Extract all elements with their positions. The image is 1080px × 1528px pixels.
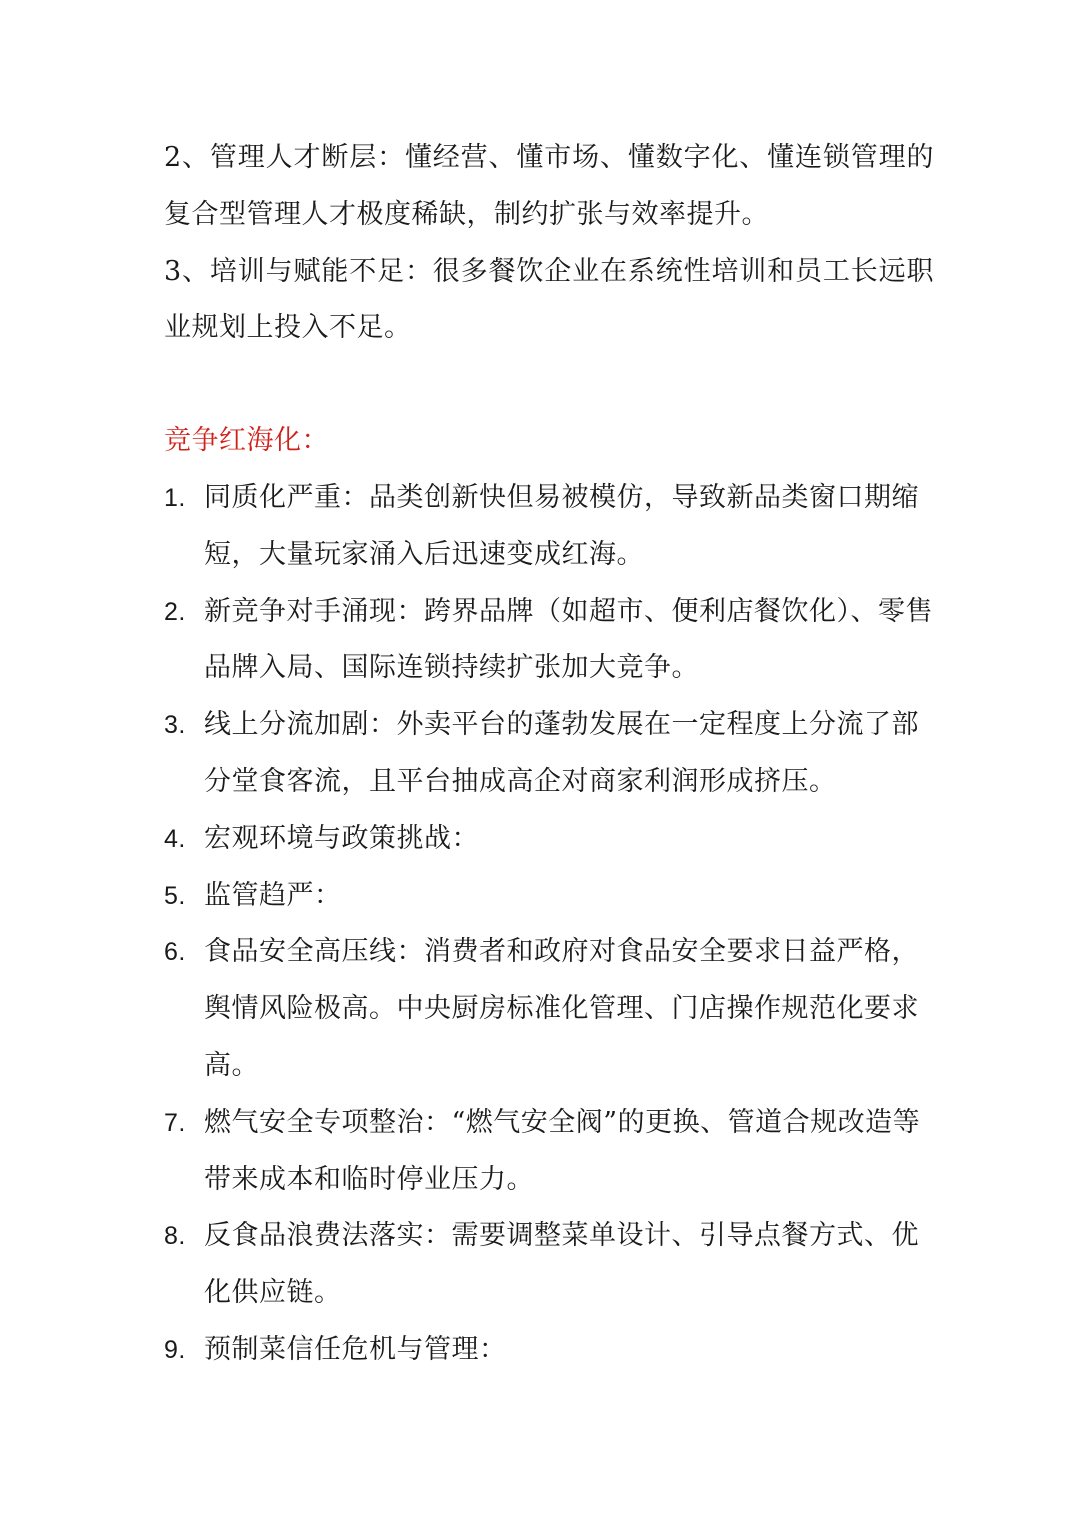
list-item-text: 宏观环境与政策挑战： [204, 822, 479, 854]
intro-paragraph-2: 2、管理人才断层：懂经营、懂市场、懂数字化、懂连锁管理的复合型管理人才极度稀缺，制约扩张与效率提升。 [164, 142, 934, 230]
list-item-text: 燃气安全专项整治：“燃气安全阀”的更换、管道合规改造等带来成本和临时停业压力。 [204, 1106, 921, 1195]
document-content [164, 130, 934, 1379]
numbered-list [164, 470, 934, 1379]
list-item-text: 食品安全高压线：消费者和政府对食品安全要求日益严格，舆情风险极高。中央厨房标准化管理、门店操作规范化要求高。 [204, 936, 919, 1081]
list-item-number: 8. [164, 1222, 186, 1251]
list-item-text: 新竞争对手涌现：跨界品牌（如超市、便利店餐饮化）、零售品牌入局、国际连锁持续扩张加大竞争。 [204, 595, 933, 684]
list-item-number: 3. [164, 711, 186, 740]
list-item-text: 预制菜信任危机与管理： [204, 1333, 507, 1365]
section-heading: 竞争红海化： [164, 425, 329, 457]
list-item-number: 9. [164, 1335, 186, 1364]
list-item-text: 同质化严重：品类创新快但易被模仿，导致新品类窗口期缩短，大量玩家涌入后迅速变成红海。 [204, 481, 919, 570]
list-item-text: 线上分流加剧：外卖平台的蓬勃发展在一定程度上分流了部分堂食客流，且平台抽成高企对商家利润形成挤压。 [204, 709, 919, 797]
list-item-number: 5. [164, 881, 186, 910]
list-item [164, 811, 934, 868]
list-item [164, 1095, 934, 1209]
list-item-text: 反食品浪费法落实：需要调整菜单设计、引导点餐方式、优化供应链。 [204, 1220, 919, 1309]
intro-paragraph-3: 3、培训与赋能不足：很多餐饮企业在系统性培训和员工长远职业规划上投入不足。 [164, 255, 934, 344]
list-item [164, 868, 934, 925]
list-item [164, 924, 934, 1094]
section-spacer [164, 357, 934, 413]
list-item-number: 1. [164, 483, 186, 512]
list-item [164, 1208, 934, 1322]
list-item [164, 584, 934, 698]
list-item-number: 2. [164, 597, 186, 626]
list-item-number: 6. [164, 938, 186, 967]
list-item-number: 4. [164, 824, 186, 853]
list-item-text: 监管趋严： [204, 879, 342, 911]
list-item [164, 1322, 934, 1379]
list-item-number: 7. [164, 1108, 186, 1137]
list-item [164, 470, 934, 584]
list-item [164, 697, 934, 811]
